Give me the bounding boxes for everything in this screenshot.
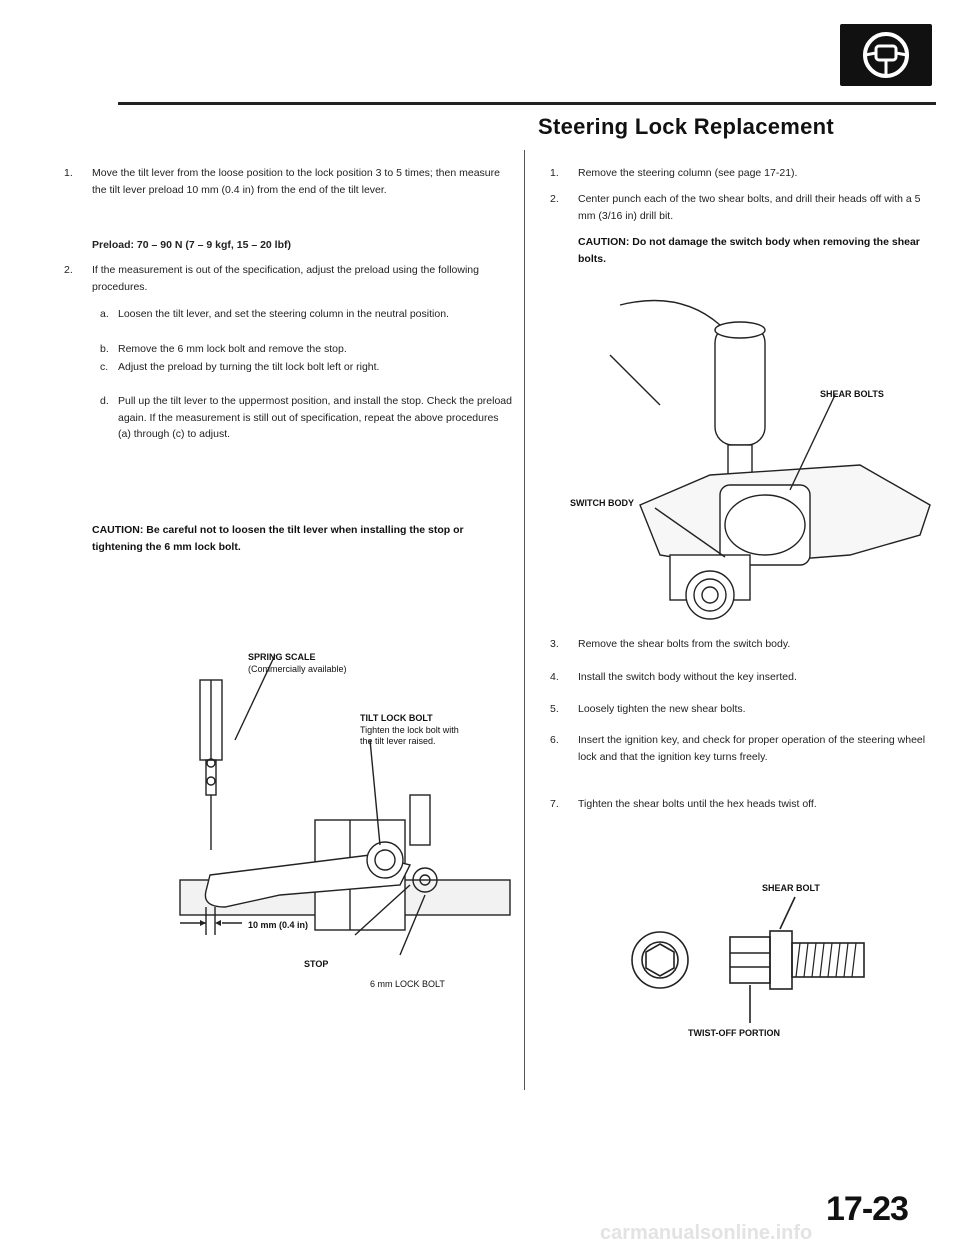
step-text: Center punch each of the two shear bolts, and drill their heads off with a 5 mm (3/16 in) drill bit. [578, 193, 921, 222]
spring-scale-label: SPRING SCALE [248, 652, 316, 662]
tilt-lever-illustration [170, 645, 510, 1025]
step-number: 3. [550, 638, 559, 650]
step-text: Tighten the shear bolts until the hex heads twist off. [578, 798, 817, 810]
dimension-label: 10 mm (0.4 in) [248, 920, 309, 930]
substep-number: b. [100, 343, 109, 355]
step-text: If the measurement is out of the specification, adjust the preload using the following procedures. [92, 264, 479, 293]
substep-text: Pull up the tilt lever to the uppermost position, and install the stop. Check the preload again. If the measurement is still out of specification, repeat the above procedures (a) through (c) to adjust. [118, 395, 512, 440]
right-step-4 [550, 669, 926, 686]
drill-switch-body-illustration [600, 295, 930, 625]
step-text: Insert the ignition key, and check for proper operation of the steering wheel lock and that the ignition key turns freely. [578, 734, 926, 763]
substep-b [100, 341, 513, 358]
step-number: 6. [550, 734, 559, 746]
step-number: 7. [550, 798, 559, 810]
column-divider [524, 150, 525, 1090]
right-step-5 [550, 701, 926, 718]
step-number: 1. [64, 167, 73, 179]
substep-text: Loosen the tilt lever, and set the steering column in the neutral position. [118, 308, 449, 320]
right-caution: CAUTION: Do not damage the switch body when removing the shear bolts. [578, 236, 920, 265]
shear-bolts-label: SHEAR BOLTS [820, 389, 884, 399]
section-title: Steering Lock Replacement [538, 114, 835, 139]
right-step-7 [550, 796, 926, 813]
switch-body-label: SWITCH BODY [570, 498, 634, 508]
watermark: carmanualsonline.info [600, 1222, 813, 1244]
step-text: Install the switch body without the key inserted. [578, 671, 797, 683]
step-text: Remove the shear bolts from the switch body. [578, 638, 791, 650]
stop-label: STOP [304, 959, 329, 969]
tilt-lock-bolt-note-1: Tighten the lock bolt with [360, 725, 459, 735]
step-number: 2. [550, 193, 559, 205]
step-number: 5. [550, 703, 559, 715]
spring-scale-note: (Commercially available) [248, 664, 347, 674]
shear-bolt-illustration [610, 885, 910, 1035]
shear-bolt-label: SHEAR BOLT [762, 883, 820, 893]
step-text: Loosely tighten the new shear bolts. [578, 703, 746, 715]
substep-number: d. [100, 395, 109, 407]
header-rule [118, 102, 936, 105]
substep-text: Remove the 6 mm lock bolt and remove the stop. [118, 343, 347, 355]
tilt-lock-bolt-label: TILT LOCK BOLT [360, 713, 433, 723]
twist-off-portion-label: TWIST-OFF PORTION [688, 1028, 780, 1038]
substep-a [100, 306, 513, 323]
right-step-3 [550, 636, 926, 653]
step-number: 4. [550, 671, 559, 683]
left-step-1 [64, 165, 512, 198]
step-number: 2. [64, 264, 73, 276]
substep-number: c. [100, 361, 109, 373]
substep-text: Adjust the preload by turning the tilt lock bolt left or right. [118, 361, 380, 373]
lock-bolt-label: 6 mm LOCK BOLT [370, 979, 445, 989]
right-step-6 [550, 732, 926, 765]
preload-spec: Preload: 70 – 90 N (7 – 9 kgf, 15 – 20 lbf) [92, 239, 292, 251]
steering-wheel-icon [840, 24, 932, 86]
step-number: 1. [550, 167, 559, 179]
step-text: Move the tilt lever from the loose position to the lock position 3 to 5 times; then measure the tilt lever preload 10 mm (0.4 in) from the end of the tilt lever. [92, 167, 500, 196]
left-step-2 [64, 262, 512, 295]
right-step-1 [550, 165, 926, 182]
left-caution: CAUTION: Be careful not to loosen the tilt lever when installing the stop or tightening the 6 mm lock bolt. [92, 524, 464, 553]
tilt-lock-bolt-note-2: the tilt lever raised. [360, 736, 436, 746]
substep-number: a. [100, 308, 109, 320]
substep-c [100, 359, 513, 376]
page-number: 17-23 [826, 1190, 908, 1228]
step-text: Remove the steering column (see page 17-21). [578, 167, 798, 179]
right-step-2 [550, 191, 926, 224]
substep-d [100, 393, 513, 443]
